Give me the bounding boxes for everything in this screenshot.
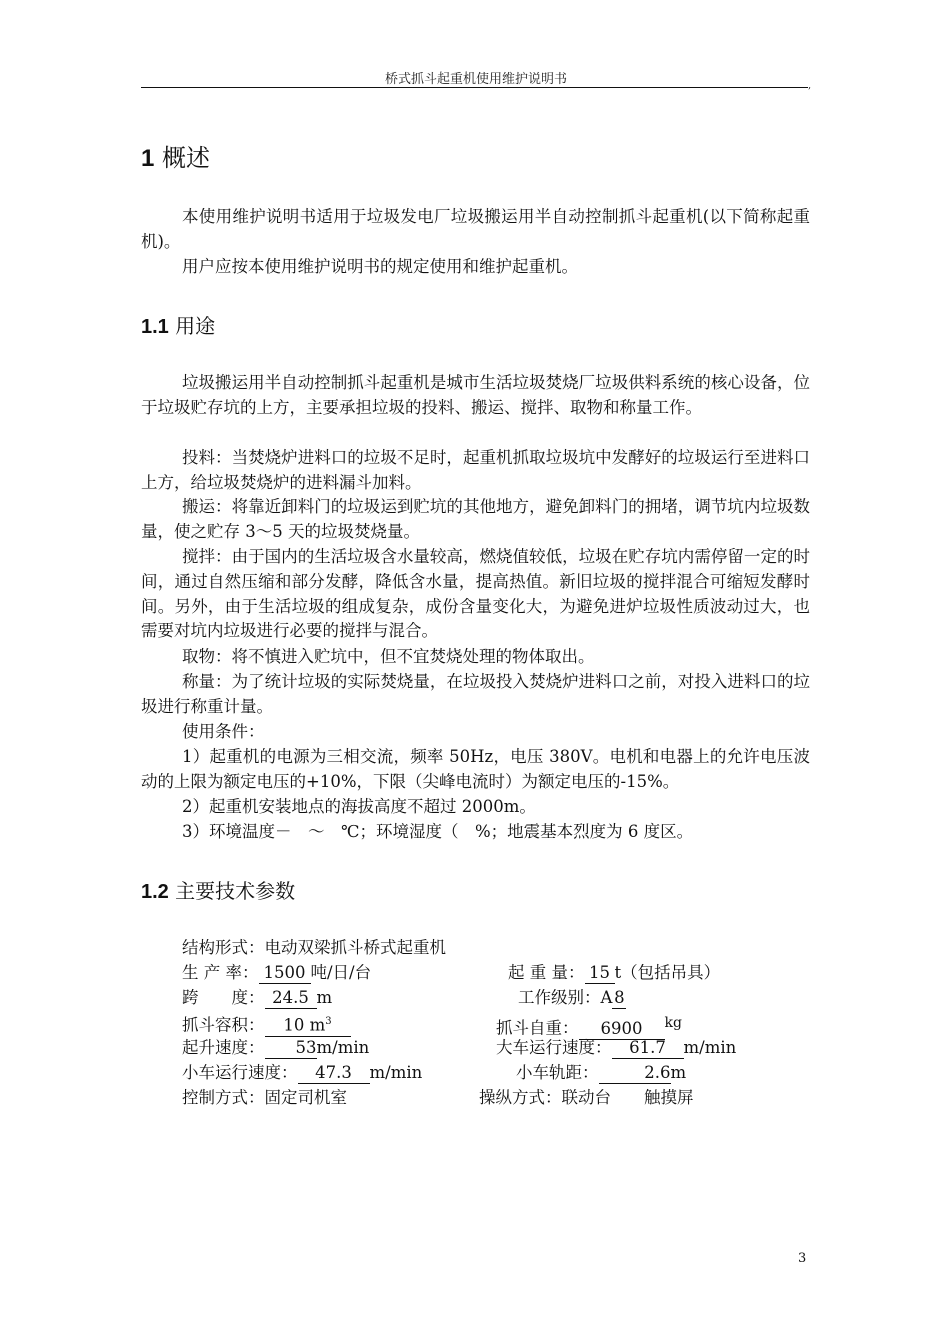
paragraph: 搬运：将靠近卸料门的垃圾运到贮坑的其他地方，避免卸料门的拥堵，调节坑内垃圾数量，使之贮存 3～5 天的垃圾焚烧量。 bbox=[141, 497, 810, 541]
spec-label: 抓斗自重： bbox=[496, 1018, 579, 1038]
spec-label: 起 重 量： bbox=[508, 963, 585, 982]
spec-control bbox=[182, 1087, 347, 1109]
page-number: 3 bbox=[798, 1251, 807, 1266]
header-tick: , bbox=[808, 80, 812, 91]
paragraph: 2）起重机安装地点的海拔高度不超过 2000m。 bbox=[182, 797, 536, 816]
spec-value: 24.5 bbox=[265, 988, 317, 1009]
spec-label: 结构形式： bbox=[182, 938, 265, 957]
header-rule bbox=[141, 87, 808, 88]
spec-label: 小车轨距： bbox=[516, 1063, 599, 1082]
spec-label: 生 产 率： bbox=[182, 963, 259, 982]
spec-value: 1500 bbox=[259, 963, 311, 984]
spec-label: 小车运行速度： bbox=[182, 1063, 298, 1082]
spec-weight bbox=[496, 1012, 682, 1040]
spec-value: 10 m bbox=[283, 1015, 326, 1035]
spec-value: 电动双梁抓斗桥式起重机 bbox=[264, 938, 446, 957]
spec-value: 15 bbox=[585, 963, 615, 984]
spec-value: 2.6 bbox=[599, 1063, 671, 1084]
spec-value: 61.7 bbox=[612, 1038, 684, 1059]
spec-unit: m/min bbox=[683, 1038, 737, 1057]
spec-structure bbox=[182, 937, 446, 959]
spec-volume bbox=[182, 1012, 351, 1037]
spec-label: 控制方式： bbox=[182, 1088, 265, 1107]
spec-value: 联动台 触摸屏 bbox=[561, 1088, 694, 1107]
paragraph: 本使用维护说明书适用于垃圾发电厂垃圾搬运用半自动控制抓斗起重机(以下简称起重机)。 bbox=[141, 207, 810, 251]
paragraph: 使用条件： bbox=[182, 722, 265, 741]
spec-label: 抓斗容积： bbox=[182, 1015, 265, 1035]
section-number: 1 bbox=[141, 145, 155, 172]
section-title: 用途 bbox=[175, 314, 216, 338]
section-1-1-heading bbox=[141, 310, 215, 339]
spec-trolley-speed bbox=[182, 1062, 422, 1084]
spec-trolley-gauge bbox=[516, 1062, 686, 1084]
paragraph: 投料：当焚烧炉进料口的垃圾不足时，起重机抓取垃圾坑中发酵好的垃圾运行至进料口上方，给垃圾焚烧炉的进料漏斗加料。 bbox=[141, 448, 810, 492]
spec-value: 6900 bbox=[579, 1019, 665, 1040]
section-1-2-heading bbox=[141, 875, 295, 904]
section-1-heading bbox=[141, 138, 210, 173]
spec-unit: m/min bbox=[316, 1038, 370, 1057]
spec-label: 跨 度： bbox=[182, 988, 265, 1007]
spec-unit: t（包括吊具） bbox=[614, 963, 721, 982]
spec-value: 固定司机室 bbox=[264, 1088, 347, 1107]
spec-label: 大车运行速度： bbox=[496, 1038, 612, 1057]
running-header: 桥式抓斗起重机使用维护说明书 bbox=[384, 72, 567, 87]
spec-label: 起升速度： bbox=[182, 1038, 265, 1057]
spec-class bbox=[518, 987, 626, 1009]
spec-unit: 吨/日/台 bbox=[310, 963, 372, 982]
paragraph: 称量：为了统计垃圾的实际焚烧量，在垃圾投入焚烧炉进料口之前，对投入进料口的垃圾进行称重计量。 bbox=[141, 672, 810, 716]
spec-prefix: A bbox=[600, 988, 613, 1007]
paragraph: 取物：将不慎进入贮坑中，但不宜焚烧处理的物体取出。 bbox=[182, 647, 595, 666]
spec-span bbox=[182, 987, 332, 1009]
paragraph: 搅拌：由于国内的生活垃圾含水量较高，燃烧值较低，垃圾在贮存坑内需停留一定的时间，通过自然压缩和部分发酵，降低含水量，提高热值。新旧垃圾的搅拌混合可缩短发酵时间。另外，由于生活垃圾的组成复杂，成份含量变化大，为避免进炉垃圾性质波动过大，也需要对坑内垃圾进行必要的搅拌与混合。 bbox=[141, 547, 810, 641]
spec-value: 47.3 bbox=[298, 1063, 370, 1084]
spec-lift bbox=[508, 962, 720, 984]
spec-unit: kg bbox=[664, 1015, 682, 1031]
spec-value: 53 bbox=[265, 1038, 317, 1059]
spec-unit: m/min bbox=[369, 1063, 423, 1082]
spec-hoist-speed bbox=[182, 1037, 369, 1059]
paragraph: 3）环境温度－ ～ ℃；环境湿度（ %；地震基本烈度为 6 度区。 bbox=[182, 822, 694, 841]
section-title: 主要技术参数 bbox=[175, 879, 296, 903]
spec-unit: m bbox=[670, 1063, 687, 1082]
section-number: 1.2 bbox=[141, 881, 169, 903]
paragraph: 用户应按本使用维护说明书的规定使用和维护起重机。 bbox=[182, 257, 578, 276]
spec-label: 操纵方式： bbox=[479, 1088, 562, 1107]
paragraph: 1）起重机的电源为三相交流，频率 50Hz，电压 380V。电机和电器上的允许电压波动的上限为额定电压的+10%，下限（尖峰电流时）为额定电压的-15%。 bbox=[141, 747, 810, 791]
spec-value: 8 bbox=[614, 988, 625, 1007]
spec-label: 工作级别： bbox=[518, 988, 601, 1007]
section-number: 1.1 bbox=[141, 316, 169, 338]
section-title: 概述 bbox=[162, 144, 210, 172]
spec-sup: 3 bbox=[325, 1016, 332, 1027]
spec-bridge-speed bbox=[496, 1037, 736, 1059]
spec-operate bbox=[479, 1087, 694, 1109]
paragraph: 垃圾搬运用半自动控制抓斗起重机是城市生活垃圾焚烧厂垃圾供料系统的核心设备，位于垃圾贮存坑的上方，主要承担垃圾的投料、搬运、搅拌、取物和称量工作。 bbox=[141, 373, 810, 417]
spec-unit: m bbox=[316, 988, 333, 1007]
spec-rate bbox=[182, 962, 371, 984]
